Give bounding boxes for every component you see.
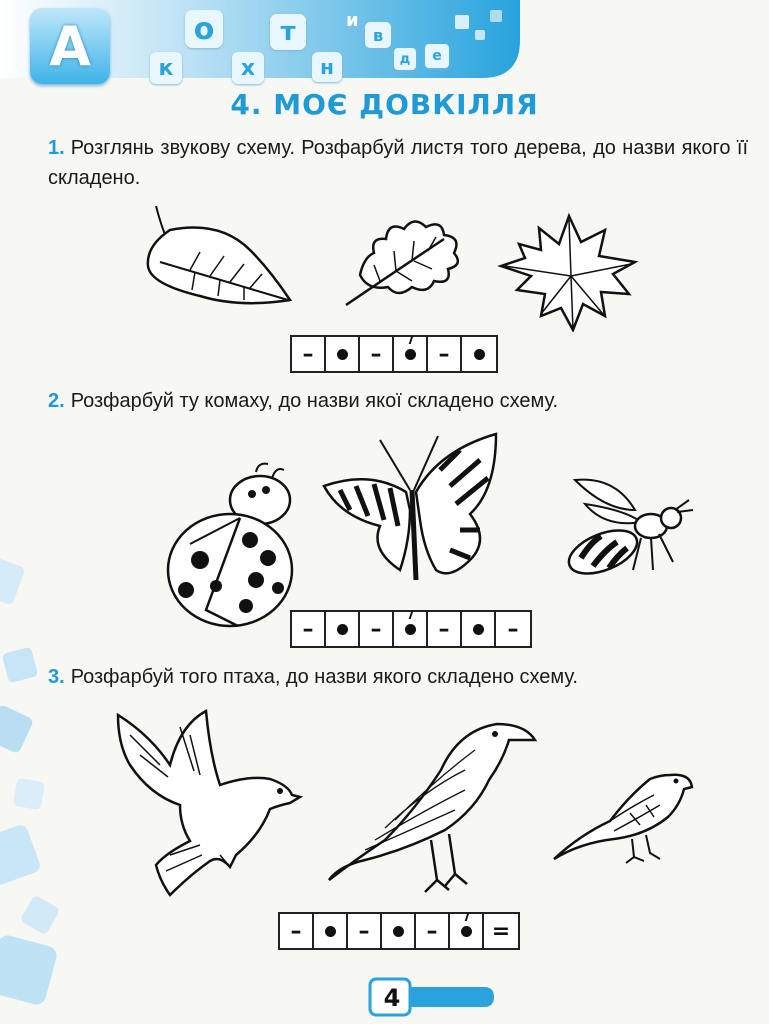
consonant-dot <box>325 926 336 937</box>
scheme-cell-dash: – <box>292 337 326 371</box>
scheme-cell-dash: – <box>507 616 519 642</box>
task-number: 3. <box>48 666 65 688</box>
scheme-cell-dash: – <box>428 612 462 646</box>
page-title: 4. МОЄ ДОВКІЛЛЯ <box>230 88 539 121</box>
stress-mark <box>409 611 414 619</box>
task-1 <box>48 133 748 193</box>
scheme-cell-dash: – <box>348 914 382 948</box>
consonant-dot <box>473 624 484 635</box>
logo-cube: в <box>365 22 391 48</box>
ladybug-picture[interactable] <box>160 460 305 635</box>
scheme-cell-dash: – <box>360 612 394 646</box>
task-text: Розфарбуй того птаха, до назви якого складено схему. <box>70 666 578 688</box>
scheme-cell-stressed-dot <box>450 914 484 948</box>
logo-cube-big <box>30 8 110 84</box>
scheme-cell-dot <box>462 612 496 646</box>
dove-picture[interactable] <box>110 705 305 900</box>
task-3 <box>48 662 748 692</box>
scheme-cell-dash: – <box>416 914 450 948</box>
scheme-cell-dash: – <box>292 612 326 646</box>
sound-scheme-1 <box>290 335 498 373</box>
consonant-dot <box>393 926 404 937</box>
birch-leaf-picture[interactable] <box>140 200 300 320</box>
consonant-dot <box>405 349 416 360</box>
task-text: Розглянь звукову схему. Розфарбуй листя того дерева, до назви якого її складено. <box>48 137 748 189</box>
scheme-cell-dot <box>314 914 348 948</box>
logo-cube: т <box>270 14 306 50</box>
consonant-dot <box>474 349 485 360</box>
logo-cube: д <box>394 48 416 70</box>
logo-cube: к <box>150 52 182 84</box>
logo-letters <box>0 0 460 95</box>
scheme-cell-stressed-dot <box>394 337 428 371</box>
page-number: 4 <box>383 984 401 1012</box>
logo-letter-a: А <box>49 14 91 78</box>
scheme-cell-dot <box>326 612 360 646</box>
sound-scheme-2 <box>290 610 532 648</box>
stress-mark <box>465 913 470 921</box>
logo-cube: х <box>232 52 264 84</box>
scheme-cell-soft-sign: = <box>491 918 511 944</box>
scheme-cell-dot <box>326 337 360 371</box>
consonant-dot <box>337 349 348 360</box>
task-number: 2. <box>48 390 65 412</box>
side-cubes-decoration <box>0 540 90 1024</box>
task-2 <box>48 386 748 416</box>
scheme-cell-stressed-dot <box>394 612 428 646</box>
consonant-dot <box>461 926 472 937</box>
logo-letter-i: и <box>346 10 359 31</box>
scheme-cell-dash: – <box>428 337 462 371</box>
scheme-cell-dash: – <box>360 337 394 371</box>
consonant-dot <box>337 624 348 635</box>
scheme-cell-dash: – <box>280 914 314 948</box>
scheme-cell-dot <box>382 914 416 948</box>
task-text: Розфарбуй ту комаху, до назви якої складено схему. <box>70 390 559 412</box>
stress-mark <box>409 336 414 344</box>
logo-cube: н <box>312 52 342 82</box>
scheme-cell-dot <box>462 337 496 371</box>
task-number: 1. <box>48 137 65 159</box>
consonant-dot <box>405 624 416 635</box>
sound-scheme-3 <box>278 912 520 950</box>
logo-cube: о <box>185 10 223 48</box>
logo-cube: е <box>425 44 449 68</box>
